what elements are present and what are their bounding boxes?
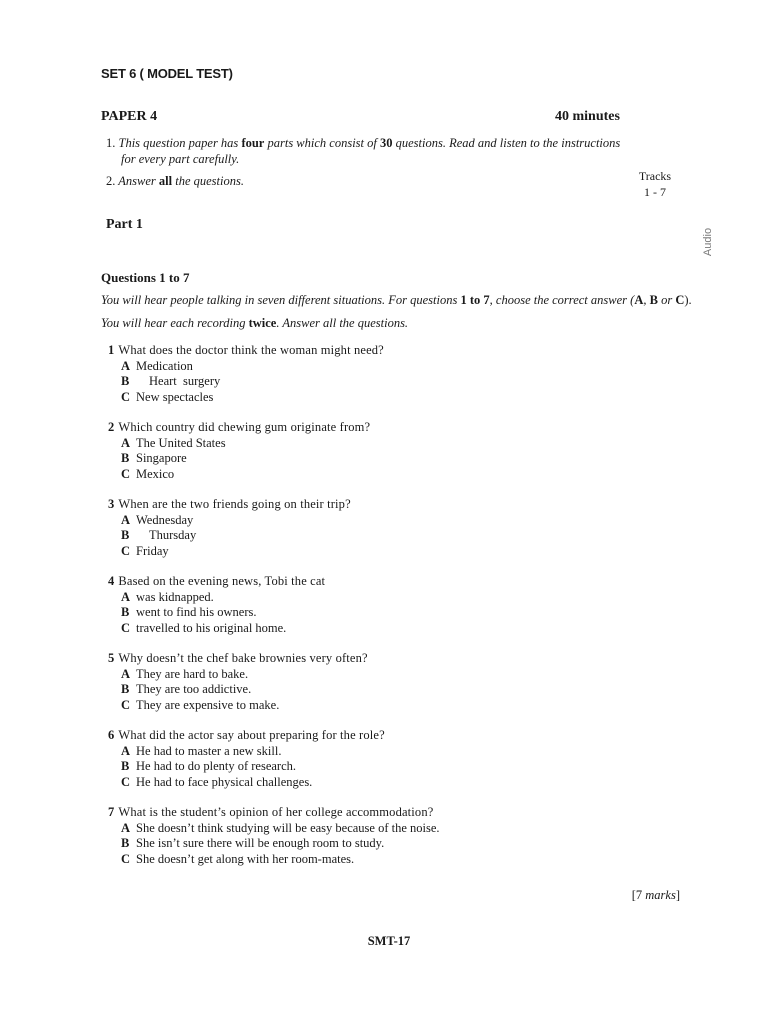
option-c[interactable]: C New spectacles: [121, 389, 214, 404]
option-b[interactable]: B Heart surgery: [121, 374, 221, 388]
tracks-info: [620, 168, 690, 200]
question-stem: When are the two friends going on their trip?: [118, 497, 351, 511]
question-number: 6: [108, 728, 115, 742]
option-a[interactable]: A Medication: [121, 358, 193, 373]
option-b[interactable]: B He had to do plenty of research.: [121, 759, 297, 773]
question-number: 1: [108, 343, 115, 357]
option-b[interactable]: B She isn’t sure there will be enough room to study.: [121, 836, 385, 850]
tracks-range: 1 - 7: [644, 185, 666, 199]
question-6: [108, 728, 668, 790]
option-a[interactable]: A was kidnapped.: [121, 589, 214, 604]
question-number: 2: [108, 420, 115, 434]
option-c[interactable]: C Mexico: [121, 466, 175, 481]
question-stem: Based on the evening news, Tobi the cat: [118, 574, 326, 588]
questions-heading: Questions 1 to 7: [101, 270, 190, 285]
part-title: Part 1: [106, 217, 143, 232]
intro-line-2: You will hear each recording twice. Answer all the questions.: [101, 316, 409, 330]
audio-side-label: Audio: [702, 227, 714, 257]
paper-title: PAPER 4: [101, 109, 158, 124]
set-title: SET 6 ( MODEL TEST): [101, 66, 233, 81]
question-stem: Why doesn’t the chef bake brownies very often?: [118, 651, 368, 665]
option-a[interactable]: A The United States: [121, 435, 226, 450]
question-number: 7: [108, 805, 115, 819]
option-c[interactable]: C He had to face physical challenges.: [121, 774, 313, 789]
option-b[interactable]: B They are too addictive.: [121, 682, 252, 696]
option-a[interactable]: A Wednesday: [121, 512, 194, 527]
duration-label: 40 minutes: [555, 109, 620, 124]
question-5: [108, 651, 668, 713]
question-2: [108, 420, 668, 482]
option-b[interactable]: B Thursday: [121, 528, 197, 542]
option-c[interactable]: C Friday: [121, 543, 169, 558]
question-4: [108, 574, 668, 636]
question-stem: Which country did chewing gum originate from?: [118, 420, 371, 434]
page-footer-code: SMT-17: [367, 934, 411, 948]
question-number: 5: [108, 651, 115, 665]
intro-line-1: You will hear people talking in seven different situations. For questions 1 to 7, choose the correct answer (A, B or C).: [101, 293, 692, 307]
question-stem: What does the doctor think the woman might need?: [118, 343, 384, 357]
question-number: 3: [108, 497, 115, 511]
question-1: [108, 343, 668, 405]
question-3: [108, 497, 668, 559]
option-c[interactable]: C travelled to his original home.: [121, 620, 287, 635]
question-7: [108, 805, 668, 867]
instruction-2: 2. Answer all the questions.: [106, 174, 244, 188]
option-a[interactable]: A She doesn’t think studying will be easy because of the noise.: [121, 820, 440, 835]
option-c[interactable]: C They are expensive to make.: [121, 697, 280, 712]
option-b[interactable]: B went to find his owners.: [121, 605, 257, 619]
question-stem: What is the student’s opinion of her college accommodation?: [118, 805, 434, 819]
option-a[interactable]: A He had to master a new skill.: [121, 743, 282, 758]
option-b[interactable]: B Singapore: [121, 451, 187, 465]
option-a[interactable]: A They are hard to bake.: [121, 666, 249, 681]
marks-total: [7 marks]: [631, 888, 680, 902]
question-stem: What did the actor say about preparing for the role?: [118, 728, 385, 742]
tracks-label: Tracks: [638, 169, 672, 183]
question-number: 4: [108, 574, 115, 588]
option-c[interactable]: C She doesn’t get along with her room-mates.: [121, 851, 355, 866]
instruction-1: 1. This question paper has four parts which consist of 30 questions. Read and listen to the instructions for every part carefully.: [106, 136, 621, 166]
